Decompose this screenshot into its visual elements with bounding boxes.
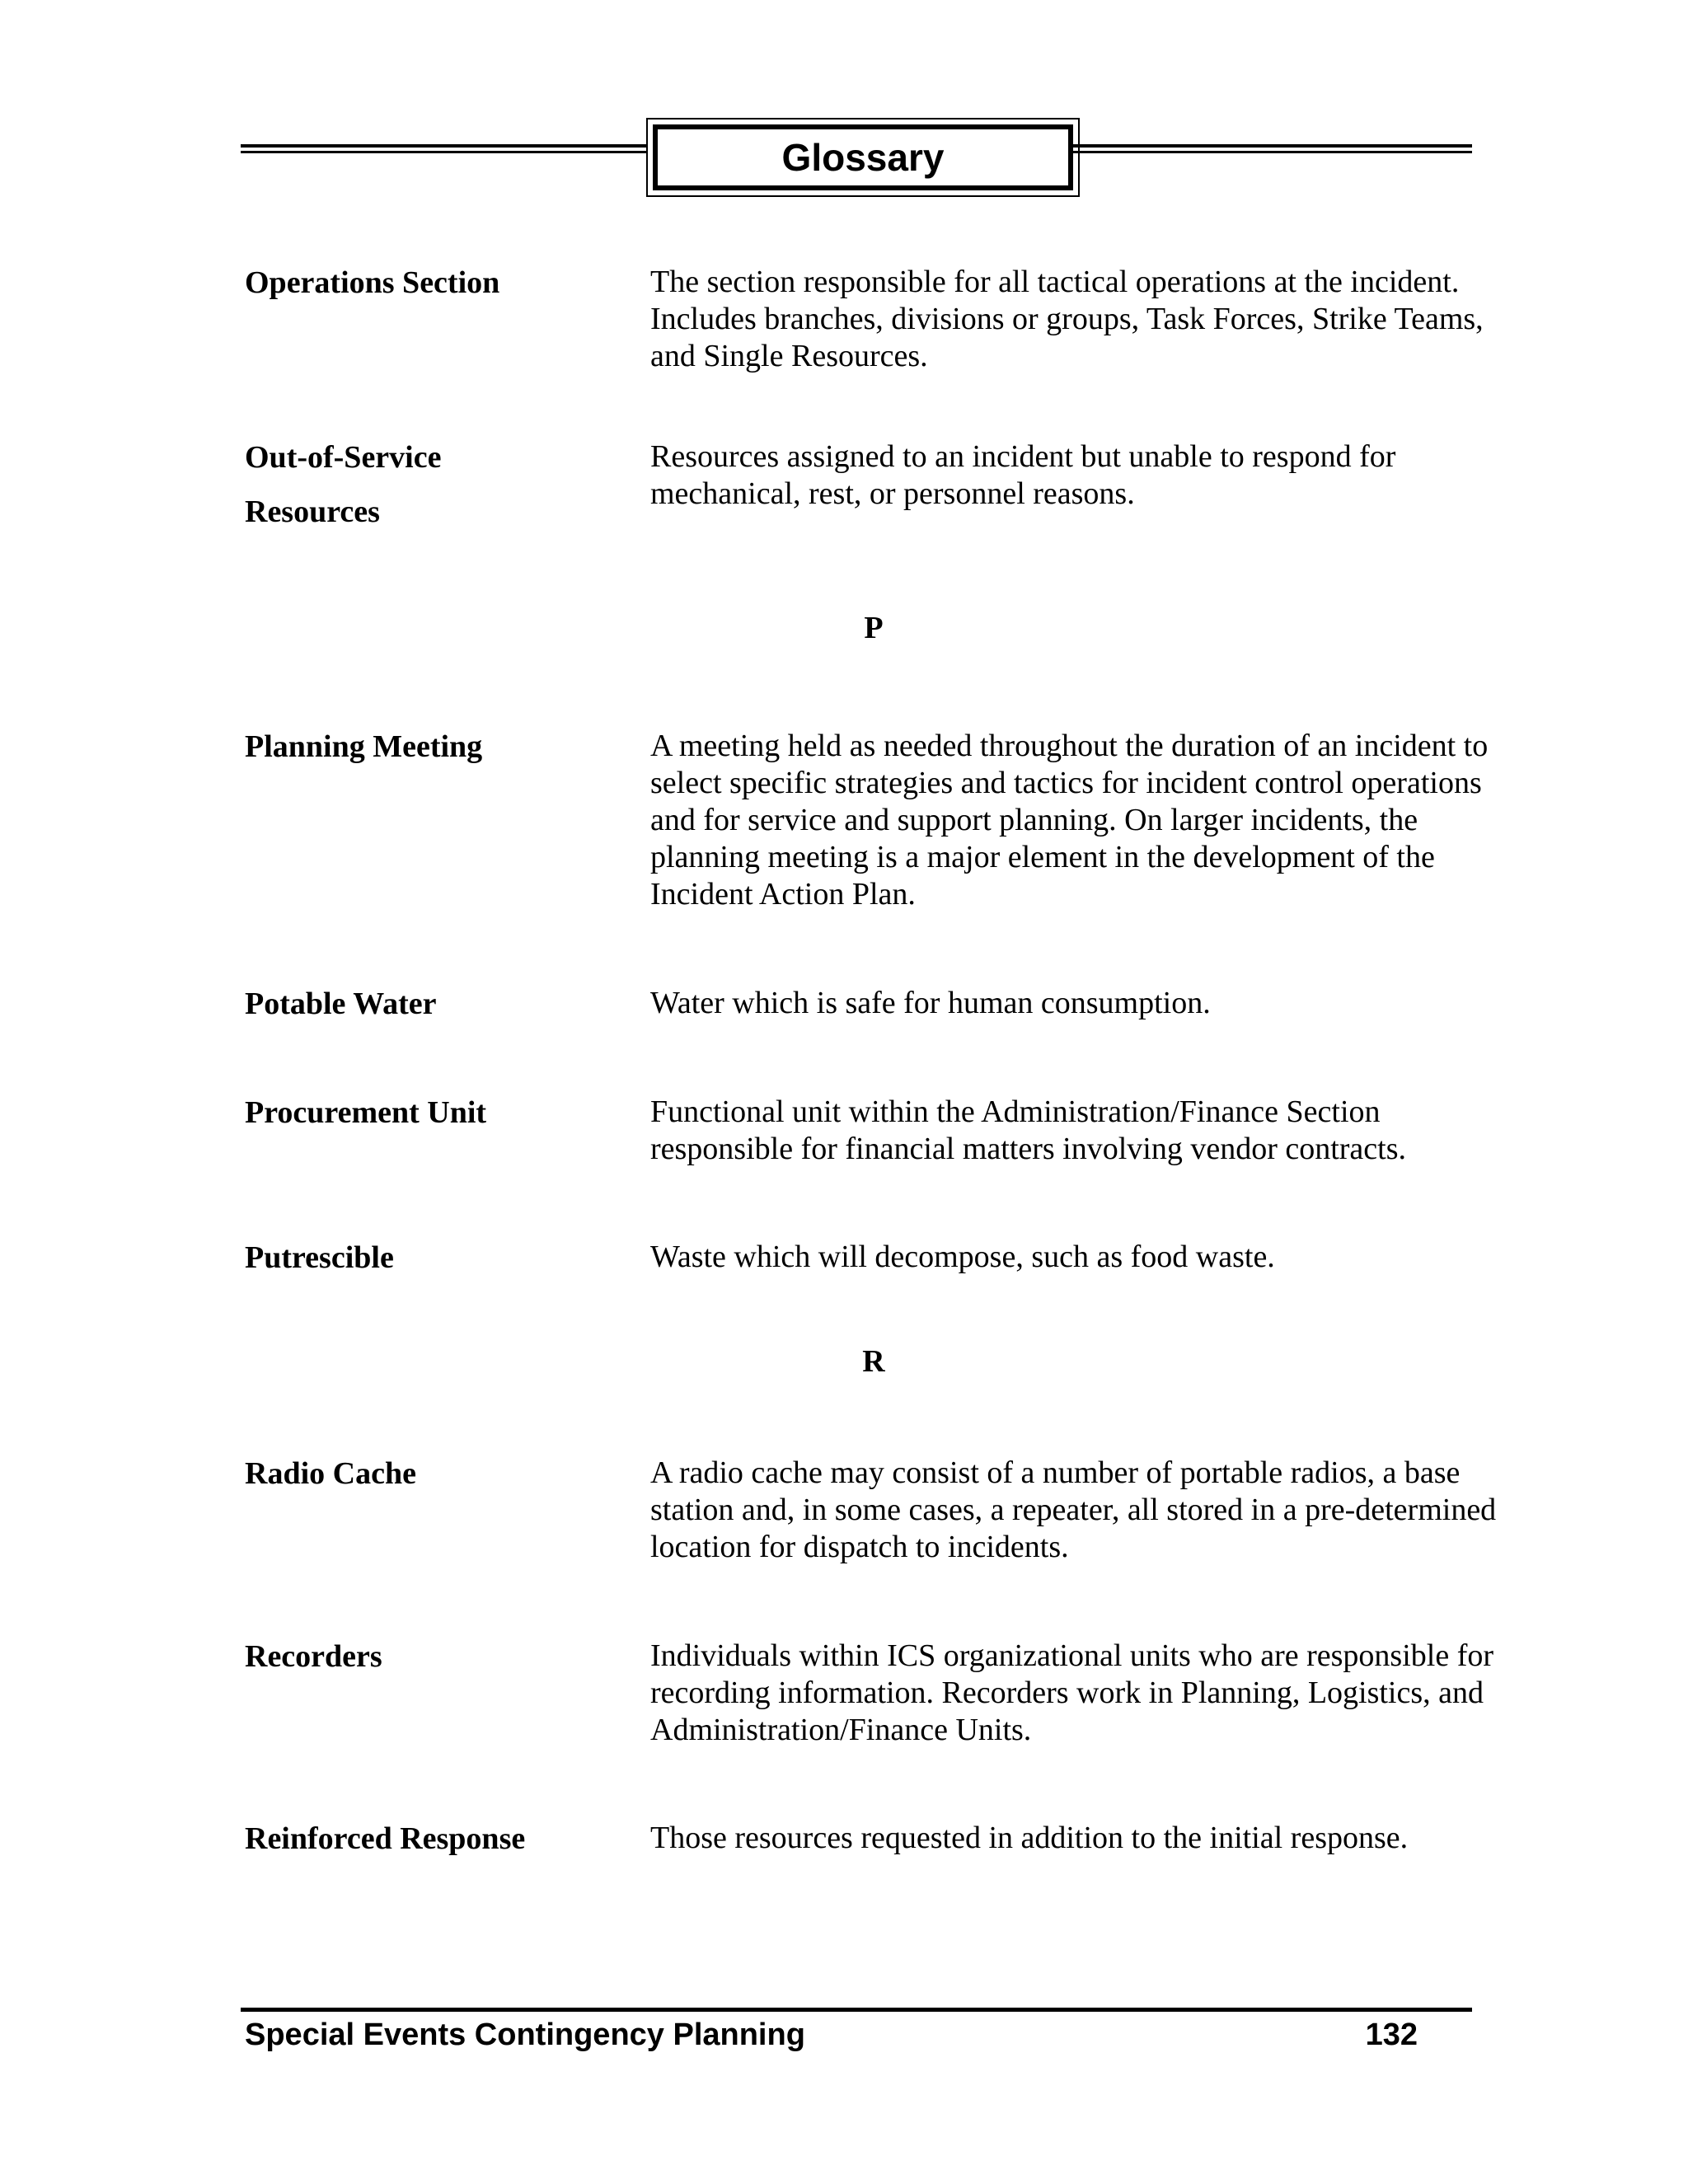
footer-document-title: Special Events Contingency Planning bbox=[245, 2018, 805, 2052]
glossary-term: Putrescible bbox=[245, 1240, 394, 1275]
glossary-definition: The section responsible for all tactical operations at the incident. Includes branches, divisions or groups, Task Forces, Strike Teams, and Single Resources. bbox=[650, 265, 1484, 373]
glossary-term: Radio Cache bbox=[245, 1456, 416, 1491]
footer-rule bbox=[241, 2008, 1472, 2012]
glossary-term: Planning Meeting bbox=[245, 729, 483, 764]
header-rule-right bbox=[1073, 144, 1472, 153]
glossary-term: Potable Water bbox=[245, 987, 437, 1021]
glossary-definition: Those resources requested in addition to the initial response. bbox=[650, 1821, 1409, 1855]
glossary-definition: A radio cache may consist of a number of portable radios, a base station and, in some cases, a repeater, all stored in a pre-determined location for dispatch to incidents. bbox=[650, 1455, 1497, 1564]
glossary-term: Procurement Unit bbox=[245, 1095, 487, 1130]
glossary-definition: Resources assigned to an incident but unable to respond for mechanical, rest, or personnel reasons. bbox=[650, 439, 1396, 511]
section-letter: P bbox=[864, 611, 884, 645]
glossary-definition: A meeting held as needed throughout the duration of an incident to select specific strategies and tactics for incident control operations and for service and support planning. On larger incidents, the planning meeting is a major element in the development of the Incident Action Plan. bbox=[650, 729, 1489, 912]
glossary-term: Recorders bbox=[245, 1639, 382, 1674]
glossary-definition: Individuals within ICS organizational units who are responsible for recording information. Recorders work in Planning, Logistics, and Administration/Finance Units. bbox=[650, 1638, 1494, 1747]
glossary-term: Operations Section bbox=[245, 265, 500, 300]
glossary-term: Out-of-Service Resources bbox=[245, 440, 442, 529]
glossary-definition: Waste which will decompose, such as food waste. bbox=[650, 1240, 1275, 1274]
glossary-term: Reinforced Response bbox=[245, 1821, 526, 1856]
section-letter: R bbox=[862, 1344, 885, 1379]
page-title: Glossary bbox=[653, 124, 1073, 190]
glossary-definition: Functional unit within the Administration/Finance Section responsible for financial matters involving vendor contracts. bbox=[650, 1094, 1407, 1166]
title-frame bbox=[646, 118, 1080, 197]
header-rule-left bbox=[241, 144, 648, 153]
page-number: 132 bbox=[1365, 2018, 1418, 2052]
glossary-definition: Water which is safe for human consumption. bbox=[650, 986, 1211, 1020]
page-header bbox=[241, 118, 1472, 200]
